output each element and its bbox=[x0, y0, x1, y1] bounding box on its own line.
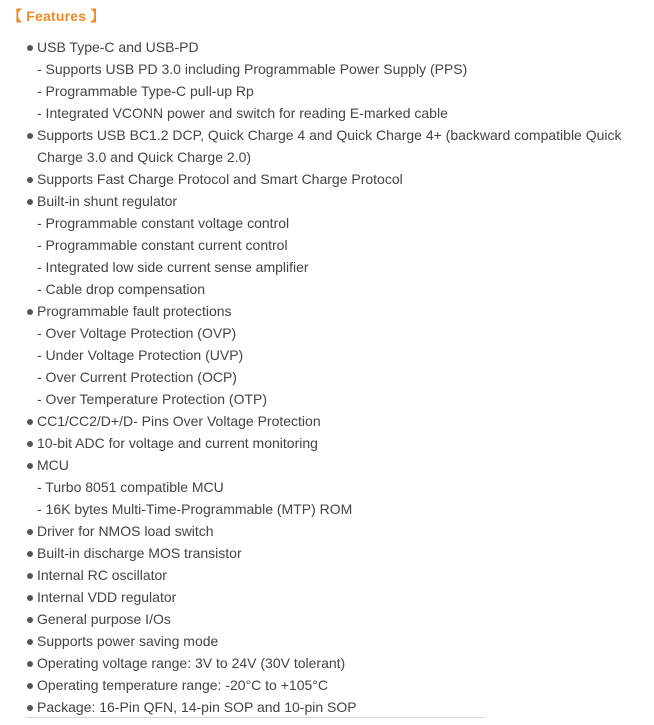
feature-item bbox=[26, 190, 646, 212]
feature-item bbox=[26, 300, 646, 322]
bullet-dot-icon bbox=[27, 309, 33, 315]
feature-item bbox=[26, 520, 646, 542]
bullet-dot-icon bbox=[27, 529, 33, 535]
feature-text: - Programmable constant voltage control bbox=[37, 215, 290, 231]
feature-text: Built-in shunt regulator bbox=[37, 193, 178, 209]
bullet-dot-icon bbox=[27, 463, 33, 469]
feature-text: - 16K bytes Multi-Time-Programmable (MTP) ROM bbox=[37, 501, 353, 517]
feature-subitem bbox=[26, 366, 646, 388]
heading-bracket-open: 【 bbox=[8, 8, 23, 24]
feature-subitem bbox=[26, 322, 646, 344]
bullet-dot-icon bbox=[27, 551, 33, 557]
features-list bbox=[26, 36, 646, 718]
feature-text: - Over Temperature Protection (OTP) bbox=[37, 391, 268, 407]
feature-text: - Cable drop compensation bbox=[37, 281, 206, 297]
feature-subitem bbox=[26, 388, 646, 410]
feature-text: - Over Current Protection (OCP) bbox=[37, 369, 237, 385]
bullet-dot-icon bbox=[27, 595, 33, 601]
bullet-dot-icon bbox=[27, 617, 33, 623]
feature-text: General purpose I/Os bbox=[37, 611, 171, 627]
feature-text: - Programmable Type-C pull-up Rp bbox=[37, 83, 254, 99]
feature-subitem bbox=[26, 102, 646, 124]
feature-text: 10-bit ADC for voltage and current monitoring bbox=[37, 435, 318, 451]
feature-item bbox=[26, 608, 646, 630]
feature-item bbox=[26, 630, 646, 652]
bullet-dot-icon bbox=[27, 683, 33, 689]
feature-text: - Under Voltage Protection (UVP) bbox=[37, 347, 244, 363]
bullet-dot-icon bbox=[27, 45, 33, 51]
feature-text: - Integrated low side current sense amplifier bbox=[37, 259, 309, 275]
divider-line bbox=[26, 717, 484, 718]
feature-subitem bbox=[26, 234, 646, 256]
feature-item bbox=[26, 652, 646, 674]
feature-text: - Programmable constant current control bbox=[37, 237, 288, 253]
bullet-dot-icon bbox=[27, 705, 33, 711]
feature-text: Supports power saving mode bbox=[37, 633, 219, 649]
feature-item bbox=[26, 586, 646, 608]
bullet-dot-icon bbox=[27, 661, 33, 667]
feature-item bbox=[26, 410, 646, 432]
feature-text: Supports Fast Charge Protocol and Smart Charge Protocol bbox=[37, 171, 403, 187]
feature-item bbox=[26, 124, 646, 168]
feature-item bbox=[26, 432, 646, 454]
feature-text: USB Type-C and USB-PD bbox=[37, 39, 199, 55]
feature-item bbox=[26, 674, 646, 696]
feature-subitem bbox=[26, 80, 646, 102]
feature-item bbox=[26, 168, 646, 190]
feature-item bbox=[26, 564, 646, 586]
bullet-dot-icon bbox=[27, 177, 33, 183]
feature-item bbox=[26, 454, 646, 476]
bullet-dot-icon bbox=[27, 419, 33, 425]
feature-text: Internal VDD regulator bbox=[37, 589, 177, 605]
bullet-dot-icon bbox=[27, 573, 33, 579]
features-heading bbox=[8, 5, 105, 27]
feature-text: Internal RC oscillator bbox=[37, 567, 167, 583]
feature-item bbox=[26, 696, 646, 718]
heading-title: Features bbox=[26, 8, 87, 24]
feature-text: - Supports USB PD 3.0 including Programmable Power Supply (PPS) bbox=[37, 61, 468, 77]
feature-text: Built-in discharge MOS transistor bbox=[37, 545, 242, 561]
feature-text: Package: 16-Pin QFN, 14-pin SOP and 10-pin SOP bbox=[37, 699, 357, 715]
feature-item bbox=[26, 36, 646, 58]
feature-text: - Turbo 8051 compatible MCU bbox=[37, 479, 224, 495]
feature-text: Supports USB BC1.2 DCP, Quick Charge 4 and Quick Charge 4+ (backward compatible Quick Charge 3.0 and Quick Charge 2.0) bbox=[37, 127, 622, 165]
feature-subitem bbox=[26, 256, 646, 278]
feature-text: - Over Voltage Protection (OVP) bbox=[37, 325, 237, 341]
bullet-dot-icon bbox=[27, 639, 33, 645]
feature-text: - Integrated VCONN power and switch for reading E-marked cable bbox=[37, 105, 448, 121]
feature-subitem bbox=[26, 476, 646, 498]
feature-item bbox=[26, 542, 646, 564]
feature-text: Driver for NMOS load switch bbox=[37, 523, 214, 539]
feature-text: MCU bbox=[37, 457, 69, 473]
feature-text: Programmable fault protections bbox=[37, 303, 232, 319]
feature-subitem bbox=[26, 58, 646, 80]
feature-subitem bbox=[26, 498, 646, 520]
heading-bracket-close: 】 bbox=[90, 8, 105, 24]
feature-subitem bbox=[26, 212, 646, 234]
feature-subitem bbox=[26, 278, 646, 300]
bullet-dot-icon bbox=[27, 199, 33, 205]
bullet-dot-icon bbox=[27, 441, 33, 447]
feature-text: Operating temperature range: -20°C to +105°C bbox=[37, 677, 328, 693]
feature-text: CC1/CC2/D+/D- Pins Over Voltage Protection bbox=[37, 413, 321, 429]
feature-text: Operating voltage range: 3V to 24V (30V tolerant) bbox=[37, 655, 346, 671]
bullet-dot-icon bbox=[27, 133, 33, 139]
feature-subitem bbox=[26, 344, 646, 366]
